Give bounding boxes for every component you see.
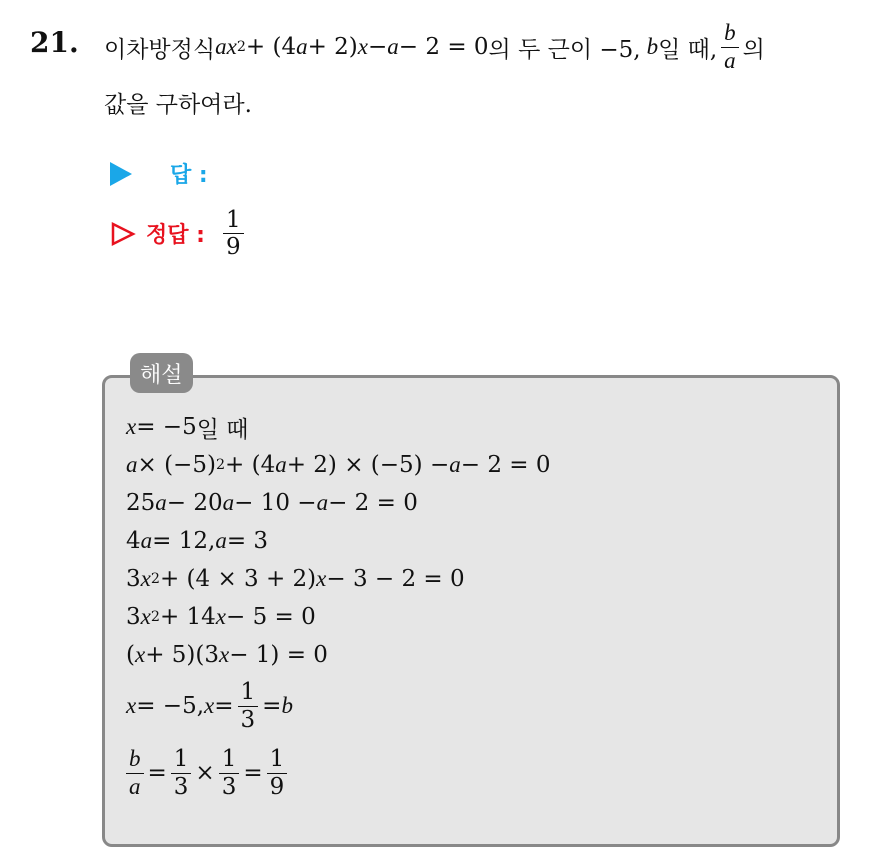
fraction-denominator: 3: [173, 773, 189, 800]
answer-row: [110, 158, 208, 189]
fraction-denominator: 3: [221, 773, 237, 800]
question-text: 이차방정식: [104, 36, 216, 63]
math-var: x: [126, 693, 137, 718]
math-var: x: [134, 642, 146, 667]
math-text: − 10 −: [234, 490, 317, 516]
solution-line: 3 x 2 + 14 x − 5 = 0: [126, 604, 316, 630]
math-text: + 5)(3: [145, 642, 219, 668]
math-text: 25: [126, 490, 156, 516]
math-text: 3: [126, 566, 141, 592]
solution-line: [126, 738, 551, 808]
math-text: 4: [126, 528, 141, 554]
solution-line: [126, 408, 551, 446]
math-var: x: [219, 642, 230, 667]
math-text: − 2 = 0: [328, 490, 418, 516]
fraction-numerator: 1: [219, 747, 240, 773]
math-var: x: [204, 693, 215, 718]
math-var: a: [316, 490, 329, 515]
math-text: =: [262, 693, 282, 719]
solution-line: a × (−5) 2 + (4 a + 2) × (−5) − a − 2 = 0: [126, 452, 551, 478]
solution-line: [126, 522, 551, 560]
math-text: = −5: [136, 414, 197, 440]
math-text: − 2 = 0: [460, 452, 551, 478]
math-text: − 5 = 0: [226, 604, 316, 630]
math-text: + 2) × (−5) −: [286, 452, 450, 478]
solution-line: [126, 674, 551, 738]
math-var: a: [222, 490, 235, 515]
outline-triangle-icon: [110, 221, 136, 247]
math-var: a: [155, 490, 167, 515]
math-var: a: [215, 528, 227, 553]
math-var: a: [275, 452, 287, 477]
solution-line: 3 x 2 + (4 × 3 + 2) x − 3 − 2 = 0: [126, 566, 465, 592]
question-line-1: 이차방정식 a x 2 + (4 a + 2) x − a − 2 = 0 의 두 근이 −5, b 일 때, $\frac{b}{a}$ 의: [104, 20, 765, 73]
fraction-numerator: 1: [238, 680, 259, 706]
math-var: a: [387, 34, 399, 59]
math-var: a: [140, 528, 153, 553]
math-text: ×: [195, 760, 215, 786]
math-var: x: [226, 34, 237, 59]
question-text: 일 때,: [658, 36, 718, 63]
math-text: + 14: [159, 604, 216, 630]
fraction: [238, 680, 259, 731]
math-text: 3: [126, 604, 141, 630]
question-text: 의: [742, 36, 765, 63]
fraction-denominator: 9: [269, 773, 285, 800]
math-var: a: [215, 34, 227, 59]
fraction: [721, 21, 739, 72]
fraction: [171, 747, 192, 798]
fraction-denominator: a: [724, 47, 736, 73]
question-number: 21.: [30, 26, 79, 59]
play-triangle-icon: [110, 162, 132, 186]
math-text: =: [214, 693, 234, 719]
math-var: a: [126, 452, 138, 477]
math-var: a: [296, 34, 308, 59]
math-text: = −5,: [136, 693, 205, 719]
math-text: 일 때: [196, 416, 249, 443]
solution-line: [126, 636, 551, 674]
math-text: + (4: [225, 452, 276, 478]
math-text: + (4: [245, 34, 297, 60]
solution-tab: 해설: [130, 353, 193, 393]
fraction-numerator: b: [126, 747, 144, 773]
math-var: x: [140, 566, 151, 591]
fraction-numerator: 1: [267, 747, 288, 773]
math-text: −: [368, 34, 388, 60]
math-var: x: [316, 566, 327, 591]
fraction: [219, 747, 240, 798]
fraction: [267, 747, 288, 798]
math-text: × (−5): [137, 452, 216, 478]
math-var: x: [140, 604, 151, 629]
math-var: b: [281, 693, 293, 718]
math-var: x: [126, 414, 137, 439]
answer-label: 답 :: [170, 163, 208, 188]
solution-line: [126, 484, 551, 522]
question-text: 의 두 근이 −5,: [488, 36, 641, 63]
solution-lines: [126, 408, 551, 808]
correct-answer-label: 정답 :: [146, 223, 205, 249]
math-text: =: [147, 760, 167, 786]
fraction-numerator: 1: [171, 747, 192, 773]
math-text: =: [243, 760, 263, 786]
math-text: + 2): [307, 34, 358, 60]
math-var: x: [215, 604, 227, 629]
fraction-denominator: 9: [225, 234, 241, 261]
math-var: x: [357, 34, 369, 59]
fraction-numerator: b: [721, 21, 739, 47]
fraction-numerator: 1: [223, 208, 244, 234]
math-var: b: [646, 34, 659, 59]
math-var: a: [449, 452, 461, 477]
math-text: (: [126, 642, 135, 668]
correct-answer-fraction: [223, 208, 244, 259]
math-text: − 2 = 0: [398, 34, 489, 60]
math-text: = 3: [226, 528, 269, 554]
correct-answer-row: [110, 208, 248, 259]
math-text: − 3 − 2 = 0: [326, 566, 465, 592]
fraction-denominator: a: [129, 773, 141, 799]
fraction-denominator: 3: [240, 706, 256, 733]
math-text: + (4 × 3 + 2): [159, 566, 317, 592]
question-line-2: 값을 구하여라.: [104, 92, 252, 118]
fraction: [126, 747, 144, 798]
math-text: = 12,: [152, 528, 216, 554]
math-text: − 20: [166, 490, 223, 516]
math-text: − 1) = 0: [229, 642, 328, 668]
